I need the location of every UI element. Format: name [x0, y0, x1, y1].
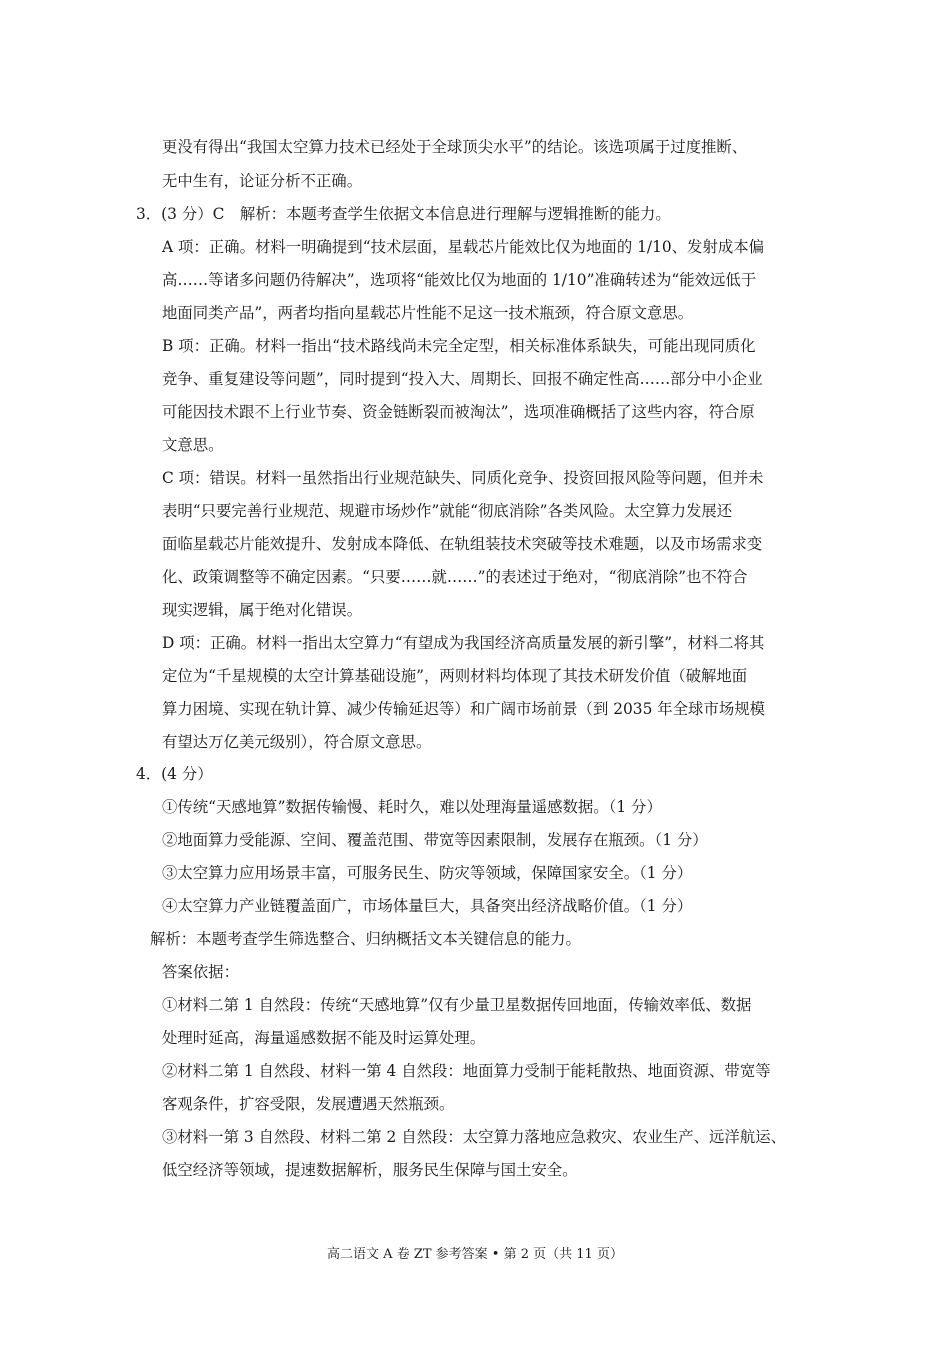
answer-point: ①传统“天感地算”数据传输慢、耗时久，难以处理海量遥感数据。（1 分）: [162, 798, 662, 816]
option-c-line: 化、政策调整等不确定因素。“只要……就……”的表述过于绝对，“彻底消除”也不符合: [162, 568, 748, 586]
option-d-line: 定位为“千星规模的太空计算基础设施”，两则材料均体现了其技术研发价值（破解地面: [162, 667, 748, 685]
question-4-header: 4．(4 分）: [136, 765, 213, 783]
option-a-line: 地面同类产品”，两者均指向星载芯片性能不足这一技术瓶颈，符合原文意思。: [162, 304, 694, 322]
basis-label: 答案依据：: [162, 963, 239, 981]
option-d-line: D 项：正确。材料一指出太空算力“有望成为我国经济高质量发展的新引擎”，材料二将其: [162, 634, 765, 652]
answer-point: ③太空算力应用场景丰富，可服务民生、防灾等领域，保障国家安全。（1 分）: [162, 864, 693, 882]
option-d-line: 有望达万亿美元级别），符合原文意思。: [162, 733, 432, 751]
page-footer: 高二语文 A 卷 ZT 参考答案 • 第 2 页（共 11 页）: [327, 1247, 623, 1262]
basis-line: 处理时延高，海量遥感数据不能及时运算处理。: [162, 1029, 486, 1047]
answer-point: ②地面算力受能源、空间、覆盖范围、带宽等因素限制，发展存在瓶颈。（1 分）: [162, 831, 708, 849]
option-b-line: 可能因技术跟不上行业节奏、资金链断裂而被淘汰”，选项准确概括了这些内容，符合原: [162, 403, 755, 421]
answer-point: ④太空算力产业链覆盖面广，市场体量巨大，具备突出经济战略价值。（1 分）: [162, 897, 693, 915]
option-a-line: 高……等诸多问题仍待解决”，选项将“能效比仅为地面的 1/10”准确转述为“能效远低于: [162, 271, 757, 289]
option-a-line: A 项：正确。材料一明确提到“技术层面，星载芯片能效比仅为地面的 1/10、发射成本偏: [162, 238, 765, 256]
option-b-line: 竞争、重复建设等问题”，同时提到“投入大、周期长、回报不确定性高……部分中小企业: [162, 370, 763, 388]
option-b-line: 文意思。: [162, 436, 224, 454]
basis-line: ③材料一第 3 自然段、材料二第 2 自然段：太空算力落地应急救灾、农业生产、远洋航运、: [162, 1128, 786, 1146]
option-c-line: 面临星载芯片能效提升、发射成本降低、在轨组装技术突破等技术难题，以及市场需求变: [162, 535, 763, 553]
analysis-line: 解析：本题考查学生筛选整合、归纳概括文本关键信息的能力。: [150, 930, 581, 948]
option-b-line: B 项：正确。材料一指出“技术路线尚未完全定型，相关标准体系缺失，可能出现同质化: [162, 337, 756, 355]
text-line: 更没有得出“我国太空算力技术已经处于全球顶尖水平”的结论。该选项属于过度推断、: [162, 138, 748, 156]
basis-line: ①材料二第 1 自然段：传统“天感地算”仅有少量卫星数据传回地面，传输效率低、数据: [162, 996, 752, 1014]
question-3-header: 3．(3 分）C 解析：本题考查学生依据文本信息进行理解与逻辑推断的能力。: [136, 205, 671, 223]
basis-line: ②材料二第 1 自然段、材料一第 4 自然段：地面算力受制于能耗散热、地面资源、带宽等: [162, 1062, 771, 1080]
option-c-line: C 项：错误。材料一虽然指出行业规范缺失、同质化竞争、投资回报风险等问题，但并未: [162, 469, 764, 487]
basis-line: 客观条件，扩容受限，发展遭遇天然瓶颈。: [162, 1095, 455, 1113]
basis-line: 低空经济等领域，提速数据解析，服务民生保障与国土安全。: [162, 1161, 578, 1179]
text-line: 无中生有，论证分析不正确。: [162, 172, 363, 190]
option-d-line: 算力困境、实现在轨计算、减少传输延迟等）和广阔市场前景（到 2035 年全球市场规模: [162, 700, 766, 718]
option-c-line: 现实逻辑，属于绝对化错误。: [162, 601, 363, 619]
option-c-line: 表明“只要完善行业规范、规避市场炒作”就能“彻底消除”各类风险。太空算力发展还: [162, 502, 733, 520]
